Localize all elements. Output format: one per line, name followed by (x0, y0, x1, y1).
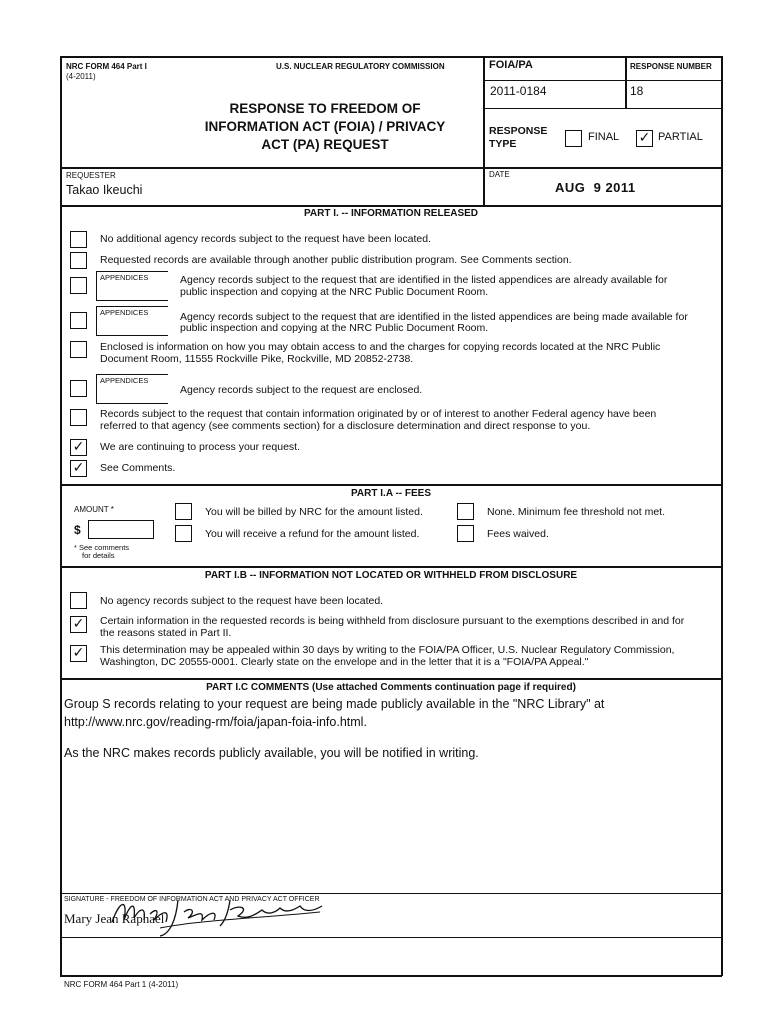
part1-item-9-text: See Comments. (100, 462, 176, 474)
part1-top-line (60, 205, 722, 207)
form-name: NRC FORM 464 Part I (66, 62, 147, 71)
part1c-top-line (60, 678, 722, 680)
billed-text: You will be billed by NRC for the amount listed. (205, 506, 423, 518)
foia-number: 2011-0184 (490, 84, 547, 98)
header-divider-h3 (60, 167, 722, 169)
see-comments-note-1: * See comments (74, 543, 130, 552)
refund-checkbox[interactable] (175, 525, 192, 542)
amount-label: AMOUNT * (74, 505, 114, 514)
appendices-box-3[interactable] (96, 374, 168, 404)
appendices-box-2[interactable] (96, 306, 168, 336)
waived-checkbox[interactable] (457, 525, 474, 542)
frame-bottom (60, 975, 722, 977)
response-type-label1: RESPONSE (489, 125, 548, 137)
frame-top (60, 56, 722, 58)
date-label: DATE (489, 170, 510, 179)
part1-checkbox-7[interactable] (70, 409, 87, 426)
see-comments-note-2: for details (82, 551, 115, 560)
header-divider-h2 (483, 108, 722, 109)
comments-line-1: Group S records relating to your request are being made publicly available in the "NRC Library" at (64, 697, 605, 711)
header-divider-v2 (625, 56, 627, 108)
part1a-top-line (60, 484, 722, 486)
final-checkbox[interactable] (565, 130, 582, 147)
header-divider-v (483, 56, 485, 206)
requester-name: Takao Ikeuchi (66, 183, 143, 197)
part1b-checkbox-2[interactable]: ✓ (70, 616, 87, 633)
amount-input[interactable] (88, 520, 154, 539)
part1-item-5-text-line2: Document Room, 11555 Rockville Pike, Rockville, MD 20852-2738. (100, 353, 414, 365)
part1-checkbox-2[interactable] (70, 252, 87, 269)
waived-text: Fees waived. (487, 528, 549, 540)
partial-checkbox[interactable]: ✓ (636, 130, 653, 147)
dollar-sign: $ (74, 523, 81, 537)
part1-checkbox-1[interactable] (70, 231, 87, 248)
handwritten-signature (100, 890, 340, 940)
form-title-line1: RESPONSE TO FREEDOM OF (229, 101, 421, 116)
form-title-line3: ACT (PA) REQUEST (261, 137, 389, 152)
part1-item-5-text-line1: Enclosed is information on how you may obtain access to and the charges for copying records located at the NRC Public (100, 341, 661, 353)
part1-item-6-text: Agency records subject to the request are enclosed. (180, 384, 423, 396)
part1-item-2-text: Requested records are available through another public distribution program. See Comments section. (100, 254, 572, 266)
response-number: 18 (630, 84, 644, 98)
requester-label: REQUESTER (66, 171, 116, 180)
part1-checkbox-5[interactable] (70, 341, 87, 358)
footer-form-id: NRC FORM 464 Part 1 (4-2011) (64, 980, 179, 989)
appendices-label: APPENDICES (100, 308, 149, 317)
part1-checkbox-6[interactable] (70, 380, 87, 397)
part1-item-3-text-line2: public inspection and copying at the NRC Public Document Room. (180, 286, 489, 298)
billed-checkbox[interactable] (175, 503, 192, 520)
comments-line-2: http://www.nrc.gov/reading-rm/foia/japan-foia-info.html. (64, 715, 367, 729)
part1-title: PART I. -- INFORMATION RELEASED (303, 208, 479, 219)
part1-item-1-text: No additional agency records subject to the request have been located. (100, 233, 431, 245)
frame-left (60, 56, 62, 976)
agency-name: U.S. NUCLEAR REGULATORY COMMISSION (276, 62, 445, 71)
part1-item-8-text: We are continuing to process your request. (100, 441, 300, 453)
signer-name: Mary Jean Raphael (64, 911, 165, 926)
comments-line-3: As the NRC makes records publicly available, you will be notified in writing. (64, 746, 479, 760)
part1b-item-2-text-line2: the reasons stated in Part II. (100, 627, 232, 639)
part1-checkbox-9[interactable]: ✓ (70, 460, 87, 477)
part1b-item-1-text: No agency records subject to the request have been located. (100, 595, 384, 607)
part1b-checkbox-3[interactable]: ✓ (70, 645, 87, 662)
signature-label: SIGNATURE - FREEDOM OF INFORMATION ACT AND PRIVACY ACT OFFICER (64, 896, 320, 903)
part1-item-4-text-line2: public inspection and copying at the NRC Public Document Room. (180, 322, 489, 334)
refund-text: You will receive a refund for the amount listed. (205, 528, 420, 540)
part1c-title: PART I.C COMMENTS (Use attached Comments continuation page if required) (206, 682, 576, 693)
date-stamp: AUG 9 2011 (555, 180, 636, 195)
header-divider-h1 (483, 80, 722, 81)
form-date: (4-2011) (66, 72, 96, 81)
part1b-checkbox-1[interactable] (70, 592, 87, 609)
response-number-label: RESPONSE NUMBER (630, 62, 712, 71)
part1a-title: PART I.A -- FEES (351, 488, 431, 499)
part1-item-3-text-line1: Agency records subject to the request that are identified in the listed appendices are already available for (180, 274, 668, 286)
part1-checkbox-4[interactable] (70, 312, 87, 329)
appendices-label: APPENDICES (100, 376, 149, 385)
part1b-item-2-text-line1: Certain information in the requested records is being withheld from disclosure pursuant to the exemptions described in and for (100, 615, 685, 627)
frame-right (721, 56, 723, 976)
appendices-label: APPENDICES (100, 273, 149, 282)
form-title-line2: INFORMATION ACT (FOIA) / PRIVACY (204, 119, 446, 134)
part1b-title: PART I.B -- INFORMATION NOT LOCATED OR WITHHELD FROM DISCLOSURE (204, 570, 578, 581)
none-text: None. Minimum fee threshold not met. (487, 506, 665, 518)
part1b-top-line (60, 566, 722, 568)
part1-item-4-text-line1: Agency records subject to the request that are identified in the listed appendices are being made available for (180, 311, 688, 323)
foia-pa-label: FOIA/PA (489, 59, 533, 71)
part1b-item-3-text-line1: This determination may be appealed within 30 days by writing to the FOIA/PA Officer, U.S. Nuclear Regulatory Commission, (100, 644, 675, 656)
response-type-label2: TYPE (489, 138, 517, 150)
part1-item-7-text-line2: referred to that agency (see comments section) for a disclosure determination and direct response to you. (100, 420, 591, 432)
part1-checkbox-3[interactable] (70, 277, 87, 294)
part1-checkbox-8[interactable]: ✓ (70, 439, 87, 456)
partial-label: PARTIAL (658, 131, 703, 143)
appendices-box-1[interactable] (96, 271, 168, 301)
final-label: FINAL (588, 131, 620, 143)
part1b-item-3-text-line2: Washington, DC 20555-0001. Clearly state on the envelope and in the letter that it is a "FOIA/PA Appeal." (100, 656, 589, 668)
none-checkbox[interactable] (457, 503, 474, 520)
part1-item-7-text-line1: Records subject to the request that contain information originated by or of interest to another Federal agency have been (100, 408, 657, 420)
